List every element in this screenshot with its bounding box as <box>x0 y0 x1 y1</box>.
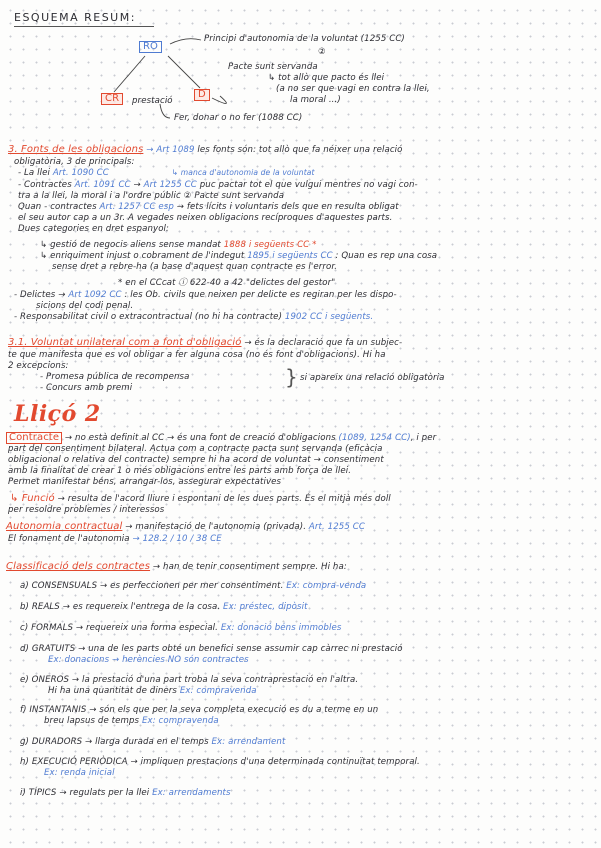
class-b-example: Ex: préstec, dipòsit <box>223 602 308 612</box>
class-f-line-2 <box>44 716 219 726</box>
class-h-example: Ex: renda inicial <box>44 768 115 778</box>
node-ro: RO <box>139 41 162 53</box>
s3-line-7: el seu autor cap a un 3r. A vegades neixen obligacions recíproques d'aquestes parts. <box>18 213 393 223</box>
class-h-text: h) EXECUCIÓ PERIÒDICA → impliquen prestacions d'una determinada continuïtat temporal. <box>20 757 420 767</box>
class-f-text-2: breu lapsus de temps <box>44 716 140 726</box>
contracte-text-1: → no està definit al CC → és una font de creació d'obligacions <box>64 433 336 443</box>
classificacio-heading-rest: → han de tenir consentiment sempre. Hi ha: <box>152 562 347 572</box>
s3-line-2: obligatòria, 3 de principals: <box>14 157 135 167</box>
s3-contractes-text: puc pactar tot el que vulgui mentres no vagi con- <box>199 180 418 190</box>
classificacio-heading: Classificació dels contractes <box>6 561 151 572</box>
class-item-b <box>20 602 308 612</box>
s31-line-2: te que manifesta que es vol obligar a fer alguna cosa (no és font d'obligacions). Hi ha <box>8 350 386 360</box>
section-3-ref: → Art 1089 <box>146 145 195 155</box>
class-item-h <box>20 757 420 767</box>
diagram-line-3: ↳ tot allò que pacto és llei <box>268 73 385 83</box>
class-g-example: Ex: arrendament <box>211 737 286 747</box>
s31-line-3: 2 excepcions: <box>8 361 69 371</box>
section-3-heading: 3. Fonts de les obligacions <box>8 144 144 155</box>
s3-line-13 <box>14 290 397 300</box>
s3-llei-note: ↳ manca d'autonomia de la voluntat <box>171 168 315 177</box>
s3-gestio-star: * <box>312 240 317 250</box>
arrow-ro-principle <box>170 39 201 44</box>
diagram-line-4: (a no ser que vagi en contra la llei, <box>276 84 430 94</box>
class-d-example: Ex: donacions → herències NO són contractes <box>48 655 249 665</box>
diagram-line-6: Fer, donar o no fer (1088 CC) <box>174 113 303 123</box>
s3-quasi-text: → fets lícits i voluntaris dels que en resulta obligat <box>176 202 399 212</box>
s3-responsabilitat-ref: 1902 CC i següents. <box>284 312 374 322</box>
class-item-e <box>20 675 358 685</box>
class-b-text: b) REALS → es requereix l'entrega de la cosa. <box>20 602 221 612</box>
s3-line-9 <box>40 240 317 250</box>
class-f-text: f) INSTANTANIS → són els que per la seva completa execució es du a terme en un <box>20 705 379 715</box>
s3-delictes: - Delictes → <box>14 290 66 300</box>
section-31-heading-rest: → és la declaració que fa un subjec- <box>244 338 403 348</box>
s3-responsabilitat: - Responsabilitat civil o extracontractual (no hi ha contracte) <box>14 312 283 322</box>
s3-line-4 <box>18 180 418 190</box>
s3-arrow: → <box>133 180 141 190</box>
node-d: D <box>194 89 210 101</box>
s3-line-6 <box>18 202 399 212</box>
class-item-g <box>20 737 285 747</box>
s3-enriquiment-text: : Quan es rep una cosa <box>335 251 438 261</box>
funcio-line-1 <box>10 494 391 504</box>
section-31-heading-line <box>8 338 402 348</box>
s3-line-14: sicions del codi penal. <box>36 301 134 311</box>
s3-llei-ref: Art. 1090 CC <box>52 168 109 178</box>
diagram-circle-2: ② <box>318 47 326 57</box>
s3-line-10 <box>40 251 437 261</box>
lesson-title: Lliçó 2 <box>14 401 101 427</box>
class-i-example: Ex: arrendaments <box>152 788 231 798</box>
arrow-d-loop <box>212 96 226 104</box>
class-item-i <box>20 788 231 798</box>
autonomia-label: Autonomia contractual <box>6 521 123 532</box>
class-a-text: a) CONSENSUALS → es perfeccionen per mer consentiment. <box>20 581 284 591</box>
class-item-f <box>20 705 378 715</box>
arrow-to-fer <box>160 104 170 118</box>
contracte-line-1 <box>6 432 436 444</box>
s3-line-15 <box>14 312 373 322</box>
class-item-a <box>20 581 366 591</box>
class-g-text: g) DURADORS → llarga durada en el temps <box>20 737 209 747</box>
funcio-line-2: per resoldre problemes / interessos <box>8 505 165 515</box>
contracte-line-5: Permet manifestar béns, arrangar-los, assegurar expectatives <box>8 477 282 487</box>
s3-line-3 <box>18 168 315 178</box>
s3-contractes: - Contractes <box>18 180 72 190</box>
section-31-heading: 3.1. Voluntat unilateral com a font d'obligació <box>8 337 242 348</box>
s3-gestio: ↳ gestió de negocis aliens sense mandat <box>40 240 221 250</box>
class-e-text-2: Hi ha una quantitat de diners <box>48 686 177 696</box>
s3-line-12: * en el CCcat ⓘ 622-40 a 42 "delictes del gestor" <box>118 278 336 288</box>
class-e-line-2 <box>48 686 257 696</box>
class-item-c <box>20 623 341 633</box>
s3-quasi: Quan - contractes <box>18 202 97 212</box>
s3-line-8: Dues categories en dret espanyol: <box>18 224 170 234</box>
contracte-line-2: part del consentiment bilateral. Actua com a contracte pacta sunt servanda (eficàcia <box>8 444 383 454</box>
section-3-heading-rest: les fonts són: tot allò que fa néixer una relació <box>197 145 403 155</box>
s3-gestio-ref: 1888 i següents CC <box>223 240 310 250</box>
class-e-example: Ex: compravenda <box>179 686 257 696</box>
s31-exception-2: - Concurs amb premi <box>40 383 133 393</box>
class-c-text: c) FORMALS → requereix una forma especial. <box>20 623 219 633</box>
link-ro-cr <box>114 56 145 92</box>
s3-line-5: tra a la llei, la moral i a l'ordre públic ② Pacte sunt servanda <box>18 191 285 201</box>
s3-contractes-ref2: Art 1255 CC <box>143 180 197 190</box>
class-f-example: Ex: compravenda <box>141 716 219 726</box>
class-i-text: i) TÍPICS → regulats per la llei <box>20 788 150 798</box>
autonomia-text-2: El fonament de l'autonomia <box>8 534 130 544</box>
s3-line-11: sense dret a rebre-ha (a base d'aquest quan contracte es l'error. <box>52 262 338 272</box>
section-3-heading-line <box>8 145 403 155</box>
s31-brace: } <box>285 365 298 389</box>
s3-delictes-ref: Art 1092 CC <box>68 290 122 300</box>
class-d-text: d) GRATUITS → una de les parts obté un benefici sense assumir cap càrrec ni prestació <box>20 644 403 654</box>
s3-enriquiment: ↳ enriquiment injust o cobrament de l'indegut <box>40 251 245 261</box>
class-e-text: e) ONEROS → la prestació d'una part troba la seva contraprestació en l'altra. <box>20 675 359 685</box>
s3-enriquiment-ref: 1895 i següents CC <box>247 251 333 261</box>
diagram-line-1: Principi d'autonomia de la voluntat (1255 CC) <box>204 34 405 44</box>
autonomia-ref: Art. 1255 CC <box>308 522 365 532</box>
autonomia-line-1 <box>6 522 365 532</box>
node-cr: CR <box>101 93 123 105</box>
diagram-line-2: Pacte sunt servanda <box>228 62 318 72</box>
autonomia-ref-2: → 128.2 / 10 / 38 CE <box>132 534 222 544</box>
page-title: ESQUEMA RESUM: <box>14 11 136 24</box>
label-prestacio: prestació <box>132 96 173 106</box>
contracte-label: Contracte <box>6 432 62 444</box>
funcio-label: ↳ Funció <box>10 493 55 504</box>
contracte-text-1b: , i per <box>410 433 437 443</box>
s3-quasi-ref: Art. 1257 CC esp <box>99 202 174 212</box>
class-c-example: Ex: donació béns immobles <box>220 623 342 633</box>
contracte-line-3: obligacional o relativa del contracte) sempre hi ha acord de voluntat → consentiment <box>8 455 384 465</box>
contracte-ref: (1089, 1254 CC) <box>338 433 411 443</box>
s3-delictes-text: : les Ob. civils que neixen per delicte es regiran per les dispo- <box>124 290 397 300</box>
autonomia-text-1: → manifestació de l'autonomia (privada). <box>125 522 307 532</box>
diagram-line-5: la moral ...) <box>290 95 341 105</box>
autonomia-line-2 <box>8 534 222 544</box>
link-ro-d <box>168 56 200 88</box>
s31-exception-1: - Promesa pública de recompensa <box>40 372 190 382</box>
s31-brace-text: si apareix una relació obligatòria <box>300 373 445 383</box>
classificacio-heading-line <box>6 562 347 572</box>
s3-contractes-ref: Art. 1091 CC <box>74 180 131 190</box>
class-item-d <box>20 644 403 654</box>
funcio-text-1: → resulta de l'acord lliure i espontani de les dues parts. És el mitjà més doll <box>57 494 391 504</box>
s3-llei: - La llei <box>18 168 50 178</box>
contracte-line-4: amb la finalitat de crear 1 o més obligacions entre les parts amb força de llei. <box>8 466 352 476</box>
class-a-example: Ex: compra-venda <box>286 581 367 591</box>
